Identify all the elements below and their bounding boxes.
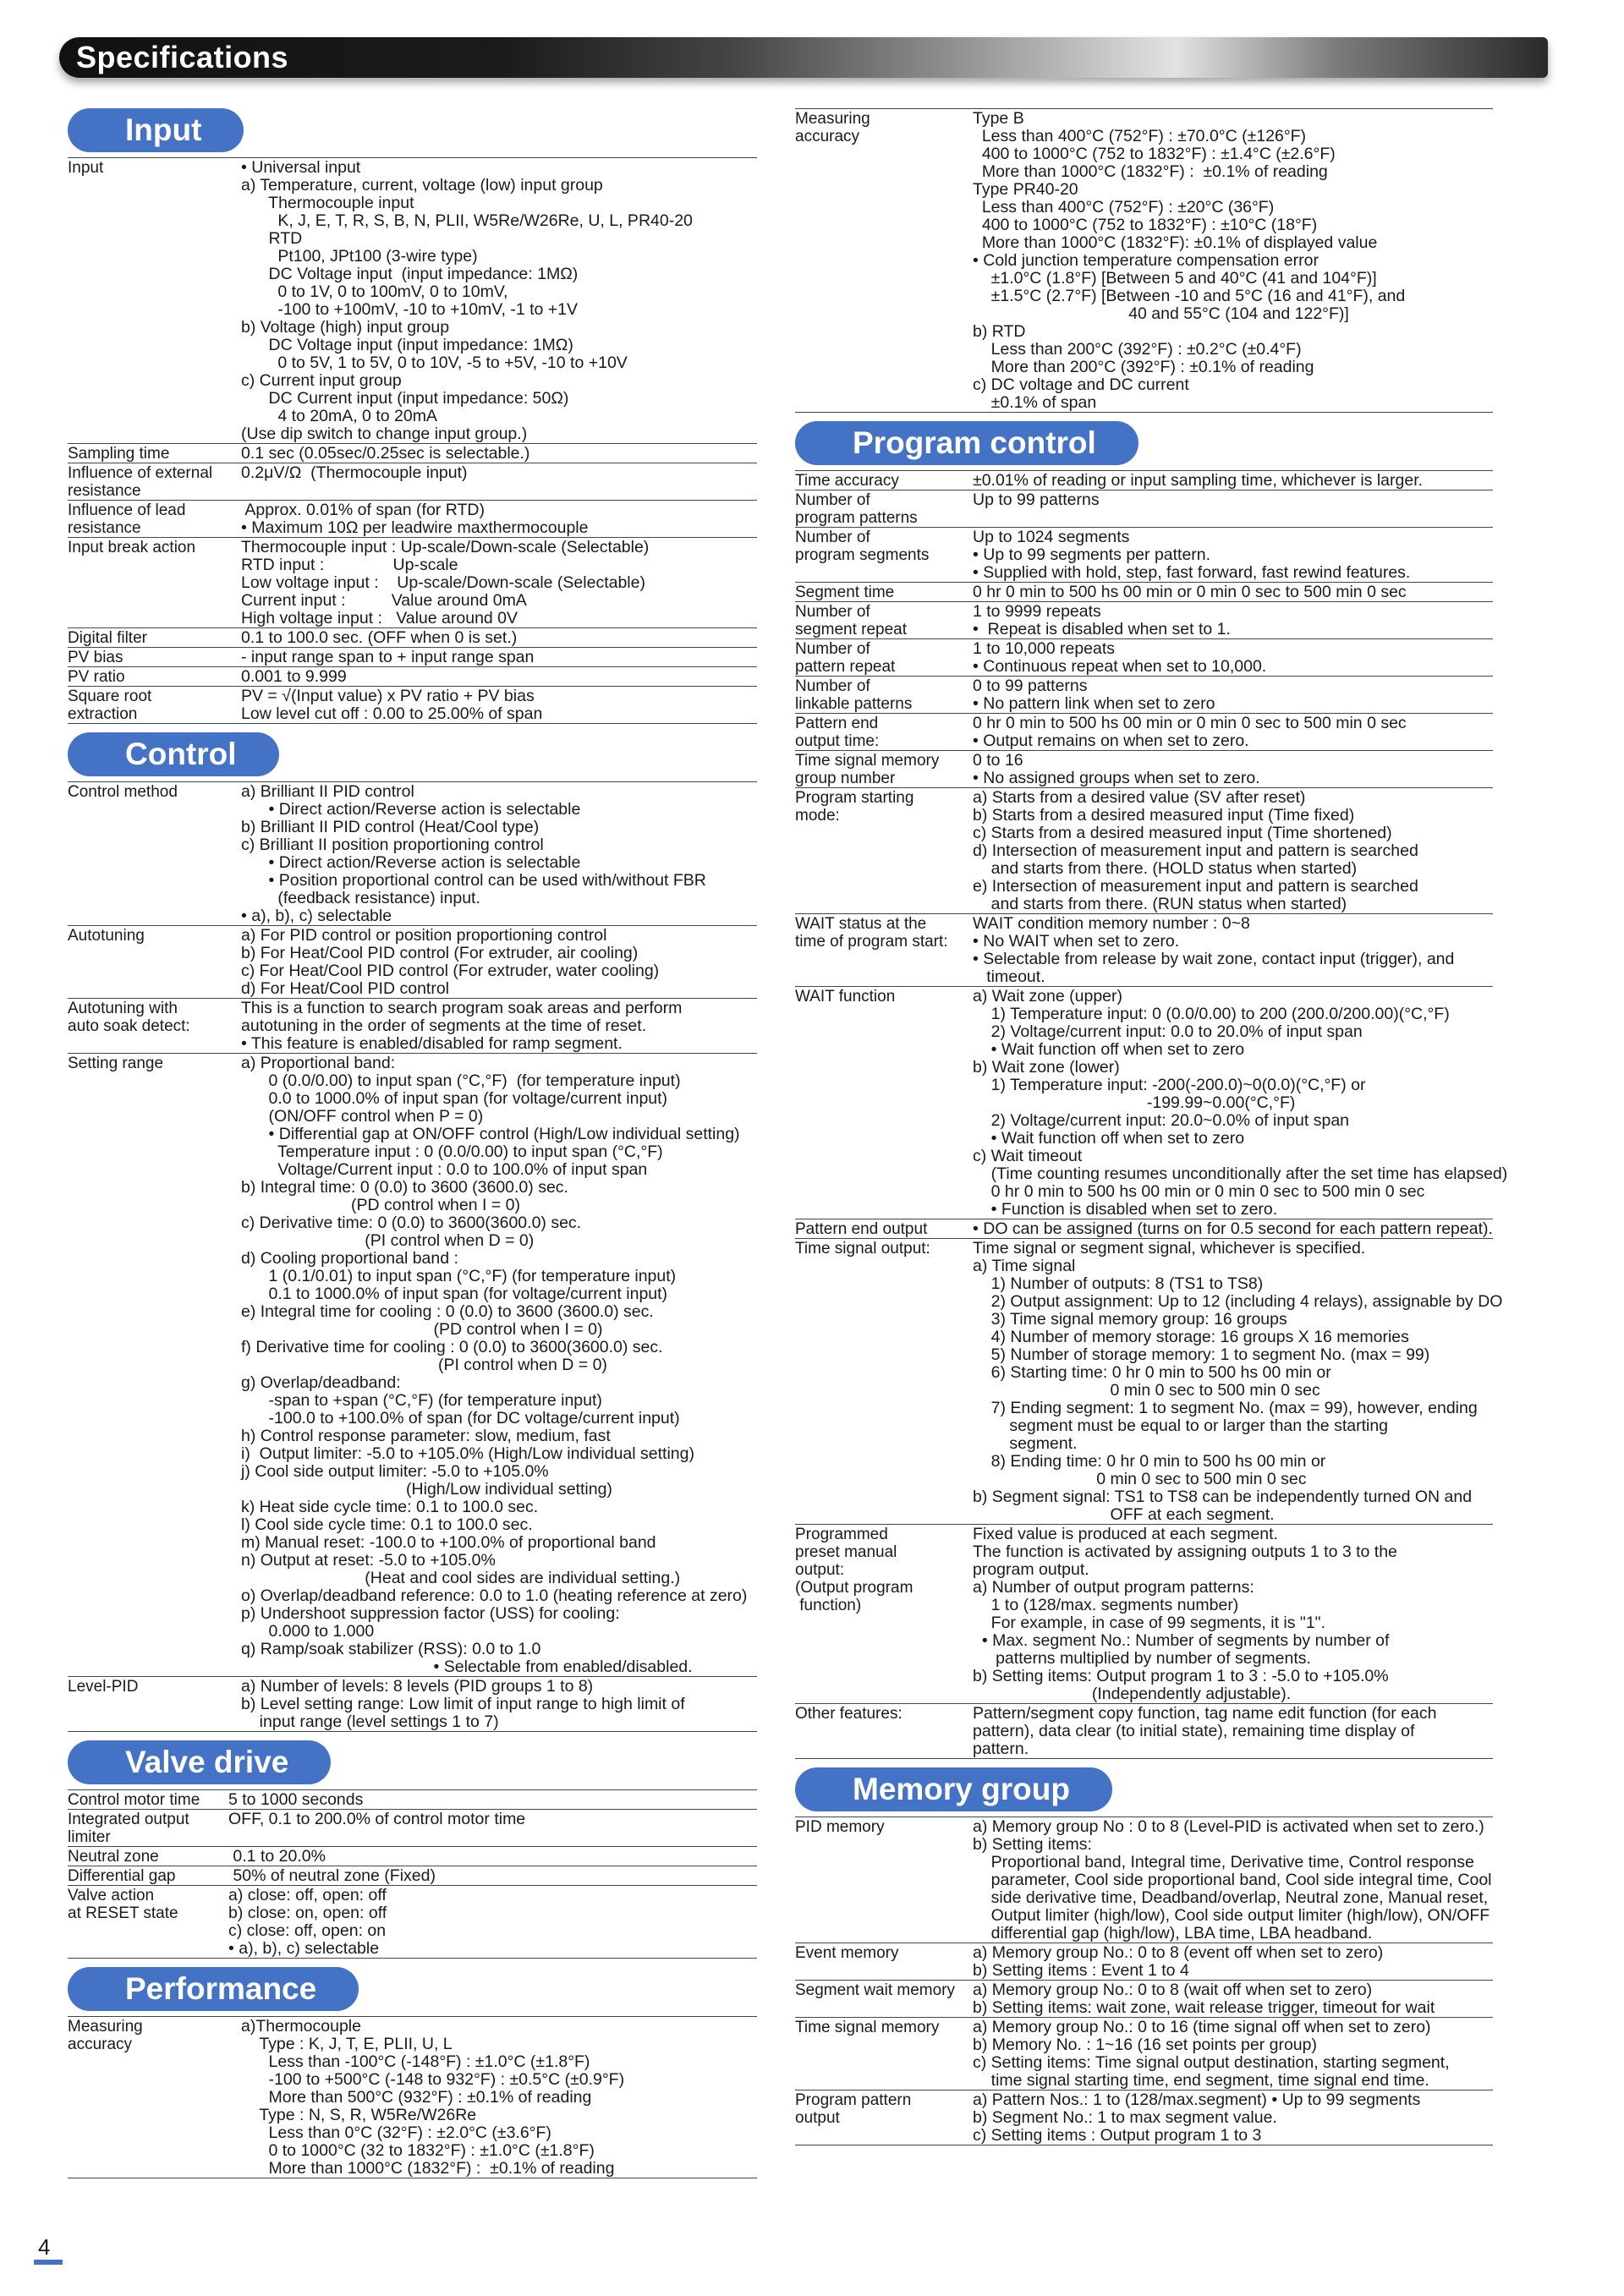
spec-table (68, 157, 757, 724)
spec-value: a) Proportional band: 0 (0.0/0.00) to input span (°C,°F) (for temperature input) 0.0 to 1000.0% of input span (for voltage/current input) (ON/OFF control when P = 0) • Differential gap at ON/OFF control (High/Low individual setting) Temperature input : 0 (0.0/0.00) to input span (°C,°F) Voltage/Current input : 0.0 to 100.0% of input span b) Integral time: 0 (0.0) to 3600 (3600.0) sec. (PD control when I = 0) c) Derivative time: 0 (0.0) to 3600(3600.0) sec. (PI control when D = 0) d) Cooling proportional band : 1 (0.1/0.01) to input span (°C,°F) (for temperature input) 0.1 to 1000.0% of input span (for voltage/current input) e) Integral time for cooling : 0 (0.0) to 3600 (3600.0) sec. (PD control when I = 0) f) Derivative time for cooling : 0 (0.0) to 3600(3600.0) sec. (PI control when D = 0) g) Overlap/deadband: -span to +span (°C,°F) (for temperature input) -100.0 to +100.0% of span (for DC voltage/current input) h) Control response parameter: slow, medium, fast i) Output limiter: -5.0 to +105.0% (High/Low individual setting) j) Cool side output limiter: -5.0 to +105.0% (High/Low individual setting) k) Heat side cycle time: 0.1 to 100.0 sec. l) Cool side cycle time: 0.1 to 100.0 sec. m) Manual reset: -100.0 to +100.0% of proportional band n) Output at reset: -5.0 to +105.0% (Heat and cool sides are individual setting.) o) Overlap/deadband reference: 0.0 to 1.0 (heating reference at zero) p) Undershoot suppression factor (USS) for cooling: 0.000 to 1.000 q) Ramp/soak stabilizer (RSS): 0.0 to 1.0 • Selectable from enabled/disabled. (241, 1054, 748, 1676)
spec-value: Thermocouple input : Up-scale/Down-scale (Selectable) RTD input : Up-scale Low voltage input : Up-scale/Down-scale (Selectable) Current input : Value around 0mA High voltage input : Value around 0V (241, 538, 650, 627)
spec-row (68, 537, 757, 627)
spec-table (795, 108, 1493, 413)
spec-label: Event memory (795, 1944, 899, 1962)
spec-label: Input break action (68, 539, 196, 556)
spec-row (795, 582, 1493, 601)
spec-table (795, 470, 1508, 1759)
spec-label: Number of program patterns (795, 491, 918, 527)
spec-row (68, 463, 757, 500)
banner-title: Specifications (76, 40, 289, 74)
spec-value: WAIT condition memory number : 0~8 • No WAIT when set to zero. • Selectable from release by wait zone, contact input (trigger), and timeout. (973, 914, 1455, 986)
spec-label: PV ratio (68, 668, 125, 686)
section-memory-group (795, 1767, 1493, 2145)
spec-table (795, 1817, 1493, 2145)
spec-label: WAIT status at the time of program start: (795, 915, 948, 951)
spec-row (68, 666, 757, 686)
spec-value: a) Wait zone (upper) 1) Temperature input: 0 (0.0/0.00) to 200 (200.0/200.00)(°C,°F) 2) Voltage/current input: 0.0 to 20.0% of input span • Wait function off when set to zero b) Wait zone (lower) 1) Temperature input: -200(-200.0)~0(0.0)(°C,°F) or -199.99~0.00(°C,°F) 2) Voltage/current input: 20.0~0.0% of input span • Wait function off when set to zero c) Wait timeout (Time counting resumes unconditionally after the set time has elapsed) 0 hr 0 min to 500 hs 00 min or 0 min 0 sec to 500 min 0 sec • Function is disabled when set to zero. (973, 987, 1508, 1219)
spec-value: 0 to 16 • No assigned groups when set to zero. (973, 751, 1260, 787)
spec-row (795, 1980, 1493, 2017)
spec-label: Programmed preset manual output: (Output program function) (795, 1526, 914, 1614)
spec-label: Valve action at RESET state (68, 1887, 178, 1922)
spec-value: Fixed value is produced at each segment. The function is activated by assigning outputs 1 to 3 to the program output. a) Number of output program patterns: 1 to (128/max. segments number) For example, in case of 99 segments, it is "1". • Max. segment No.: Number of segments by number of patterns multiplied by number of segments. b) Setting items: Output program 1 to 3 : -5.0 to +105.0% (Independently adjustable). (973, 1525, 1397, 1703)
spec-label: Time signal memory group number (795, 752, 940, 787)
spec-value: 1 to 10,000 repeats • Continuous repeat when set to 10,000. (973, 639, 1267, 676)
section-title: Valve drive (68, 1740, 331, 1784)
spec-label: Time signal output: (795, 1240, 930, 1258)
spec-value: Up to 1024 segments • Up to 99 segments per pattern. • Supplied with hold, step, fast forward, fast rewind features. (973, 528, 1411, 582)
spec-label: Neutral zone (68, 1848, 159, 1866)
spec-row (795, 750, 1493, 787)
spec-row (795, 638, 1493, 676)
spec-label: Influence of external resistance (68, 464, 213, 500)
spec-label: Control method (68, 783, 178, 801)
spec-row (795, 601, 1493, 638)
spec-value: a) Pattern Nos.: 1 to (128/max.segment) • Up to 99 segments b) Segment No.: 1 to max segment value. c) Setting items : Output program 1 to 3 (973, 2091, 1421, 2145)
spec-row (68, 627, 757, 647)
spec-row (68, 500, 757, 537)
spec-row (795, 1524, 1493, 1703)
section-title: Performance (68, 1967, 359, 2011)
spec-row (68, 925, 757, 998)
spec-label: Measuring accuracy (68, 2018, 143, 2053)
spec-value: 50% of neutral zone (Fixed) (228, 1866, 436, 1885)
page-number-mark (34, 2260, 63, 2265)
spec-row (795, 2017, 1493, 2090)
spec-label: Autotuning (68, 927, 145, 945)
spec-label: Time accuracy (795, 472, 899, 490)
spec-value: PV = √(Input value) x PV ratio + PV bias Low level cut off : 0.00 to 25.00% of span (241, 687, 543, 723)
section-input (68, 108, 757, 724)
spec-label: Measuring accuracy (795, 110, 870, 145)
spec-label: Control motor time (68, 1791, 200, 1809)
spec-row (68, 2016, 757, 2178)
spec-value: a) Memory group No.: 0 to 8 (wait off when set to zero) b) Setting items: wait zone, wait release trigger, timeout for wait (973, 1981, 1435, 2017)
spec-table (68, 781, 757, 1732)
spec-label: Integrated output limiter (68, 1811, 189, 1846)
page-number: 4 (38, 2234, 51, 2260)
spec-label: Segment wait memory (795, 1981, 956, 1999)
spec-label: Number of segment repeat (795, 603, 908, 638)
spec-row (68, 157, 757, 443)
spec-row (68, 443, 757, 463)
spec-row (68, 647, 757, 666)
spec-value: 0 to 99 patterns • No pattern link when set to zero (973, 677, 1215, 713)
spec-label: Influence of lead resistance (68, 501, 186, 537)
spec-row (795, 1817, 1493, 1943)
spec-value: - input range span to + input range span (241, 648, 535, 666)
spec-value: Up to 99 patterns (973, 490, 1100, 509)
spec-label: WAIT function (795, 988, 896, 1006)
spec-label: Segment time (795, 584, 895, 601)
section-control (68, 732, 757, 1732)
spec-row (795, 1238, 1503, 1524)
spec-row (795, 108, 1493, 413)
spec-value: a) Memory group No.: 0 to 16 (time signal off when set to zero) b) Memory No. : 1~16 (16 set points per group) c) Setting items: Time signal output destination, starting segment, time signal starting time, end segment, time signal end time. (973, 2018, 1450, 2090)
spec-value: a) Memory group No.: 0 to 8 (event off when set to zero) b) Setting items : Event 1 to 4 (973, 1943, 1384, 1980)
spec-label: Autotuning with auto soak detect: (68, 1000, 190, 1035)
spec-row (795, 787, 1493, 913)
spec-label: Sampling time (68, 445, 170, 463)
spec-label: Number of pattern repeat (795, 640, 896, 676)
spec-label: Level-PID (68, 1678, 139, 1696)
spec-value: a) close: off, open: off b) close: on, open: off c) close: off, open: on • a), b), c) selectable (228, 1886, 387, 1958)
spec-value: a) For PID control or position proportioning control b) For Heat/Cool PID control (For extruder, air cooling) c) For Heat/Cool PID control (For extruder, water cooling) d) For Heat/Cool PID control (241, 926, 660, 998)
left-column (68, 108, 757, 2187)
right-column (795, 108, 1508, 2154)
spec-label: PID memory (795, 1818, 885, 1836)
spec-value: 0.1 to 20.0% (228, 1847, 326, 1866)
spec-value: This is a function to search program soak areas and perform autotuning in the order of segments at the time of reset. • This feature is enabled/disabled for ramp segment. (241, 999, 683, 1053)
spec-row (795, 527, 1493, 582)
spec-row (795, 470, 1493, 490)
section-title: Program control (795, 421, 1138, 465)
spec-label: Time signal memory (795, 2019, 940, 2036)
spec-value: 0 hr 0 min to 500 hs 00 min or 0 min 0 sec to 500 min 0 sec • Output remains on when set to zero. (973, 714, 1407, 750)
specifications-banner (59, 37, 1548, 78)
spec-value: Type B Less than 400°C (752°F) : ±70.0°C (±126°F) 400 to 1000°C (752 to 1832°F) : ±1.4°C (±2.6°F) More than 1000°C (1832°F) : ±0.1% of reading Type PR40-20 Less than 400°C (752°F) : ±20°C (36°F) 400 to 1000°C (752 to 1832°F) : ±10°C (18°F) More than 1000°C (1832°F): ±0.1% of displayed value • Cold junction temperature compensation error ±1.0°C (1.8°F) [Between 5 and 40°C (41 and 104°F)] ±1.5°C (2.7°F) [Between -10 and 5°C (16 and 41°F), and 40 and 55°C (104 and 122°F)] b) RTD Less than 200°C (392°F) : ±0.2°C (±0.4°F) More than 200°C (392°F) : ±0.1% of reading c) DC voltage and DC current ±0.1% of span (973, 109, 1406, 412)
spec-value: a)Thermocouple Type : K, J, T, E, PLII, U, L Less than -100°C (-148°F) : ±1.0°C (±1.8°F) -100 to +500°C (-148 to 932°F) : ±0.5°C (±0.9°F) More than 500°C (932°F) : ±0.1% of reading Type : N, S, R, W5Re/W26Re Less than 0°C (32°F) : ±2.0°C (±3.6°F) 0 to 1000°C (32 to 1832°F) : ±1.0°C (±1.8°F) More than 1000°C (1832°F) : ±0.1% of reading (241, 2017, 625, 2178)
spec-label: Square root extraction (68, 688, 152, 723)
spec-value: a) Starts from a desired value (SV after reset) b) Starts from a desired measured input (Time fixed) c) Starts from a desired measured input (Time shortened) d) Intersection of measurement input and pattern is searched and starts from there. (HOLD status when started) e) Intersection of measurement input and pattern is searched and starts from there. (RUN status when started) (973, 788, 1418, 913)
section-program-control (795, 421, 1508, 1759)
spec-row (68, 1676, 757, 1732)
section-valve-drive (68, 1740, 757, 1959)
spec-row (68, 686, 757, 724)
spec-value: 0 hr 0 min to 500 hs 00 min or 0 min 0 sec to 500 min 0 sec (973, 583, 1407, 601)
spec-label: Number of linkable patterns (795, 677, 913, 713)
spec-label: Digital filter (68, 629, 147, 647)
spec-row (795, 713, 1493, 750)
spec-value: a) Brilliant II PID control • Direct action/Reverse action is selectable b) Brilliant II PID control (Heat/Cool type) c) Brilliant II position proportioning control • Direct action/Reverse action is selectable • Position proportional control can be used with/without FBR (feedback resistance) input. • a), b), c) selectable (241, 782, 706, 925)
spec-label: Program pattern output (795, 2091, 912, 2127)
spec-row (795, 1219, 1493, 1238)
spec-row (68, 781, 757, 925)
spec-row (68, 1885, 757, 1959)
section-title: Memory group (795, 1767, 1112, 1811)
spec-value: 5 to 1000 seconds (228, 1790, 364, 1809)
spec-row (68, 1053, 757, 1676)
spec-label: Other features: (795, 1705, 903, 1723)
spec-label: Number of program segments (795, 529, 930, 564)
section-title: Input (68, 108, 244, 152)
spec-row (795, 1703, 1493, 1759)
spec-label: PV bias (68, 649, 123, 666)
spec-row (795, 913, 1493, 986)
spec-value: Pattern/segment copy function, tag name edit function (for each pattern), data clear (to initial state), remaining time display of pattern. (973, 1704, 1437, 1758)
spec-row (68, 1809, 757, 1846)
spec-value: • Universal input a) Temperature, current, voltage (low) input group Thermocouple input K, J, E, T, R, S, B, N, PLII, W5Re/W26Re, U, L, PR40-20 RTD Pt100, JPt100 (3-wire type) DC Voltage input (input impedance: 1MΩ) 0 to 1V, 0 to 100mV, 0 to 10mV, -100 to +100mV, -10 to +10mV, -1 to +1V b) Voltage (high) input group DC Voltage input (input impedance: 1MΩ) 0 to 5V, 1 to 5V, 0 to 10V, -5 to +5V, -10 to +10V c) Current input group DC Current input (input impedance: 50Ω) 4 to 20mA, 0 to 20mA (Use dip switch to change input group.) (241, 158, 693, 443)
spec-value: ±0.01% of reading or input sampling time, whichever is larger. (973, 471, 1424, 490)
spec-label: Program starting mode: (795, 789, 914, 825)
spec-value: a) Number of levels: 8 levels (PID groups 1 to 8) b) Level setting range: Low limit of input range to high limit of input range (level settings 1 to 7) (241, 1677, 685, 1731)
spec-row (795, 2090, 1493, 2145)
spec-value: 0.1 sec (0.05sec/0.25sec is selectable.) (241, 444, 530, 463)
spec-value: 0.001 to 9.999 (241, 667, 347, 686)
spec-row (68, 998, 757, 1053)
section-performance (68, 1967, 757, 2178)
spec-table (68, 1789, 757, 1959)
spec-row (795, 986, 1508, 1219)
spec-row (68, 1846, 757, 1866)
spec-value: Approx. 0.01% of span (for RTD) • Maximum 10Ω per leadwire maxthermocouple (241, 501, 589, 537)
spec-value: 0.1 to 100.0 sec. (OFF when 0 is set.) (241, 628, 518, 647)
spec-table (68, 2016, 757, 2178)
spec-label: Setting range (68, 1055, 164, 1072)
spec-row (68, 1866, 757, 1885)
spec-label: Pattern end output time: (795, 715, 880, 750)
spec-value: • DO can be assigned (turns on for 0.5 second for each pattern repeat). (973, 1219, 1493, 1238)
section-title: Control (68, 732, 279, 776)
spec-value: 1 to 9999 repeats • Repeat is disabled when set to 1. (973, 602, 1231, 638)
spec-label: Differential gap (68, 1867, 176, 1885)
spec-label: Pattern end output (795, 1220, 928, 1238)
spec-row (795, 490, 1493, 527)
spec-value: Time signal or segment signal, whichever is specified. a) Time signal 1) Number of outputs: 8 (TS1 to TS8) 2) Output assignment: Up to 12 (including 4 relays), assignable by DO 3) Time signal memory group: 16 groups 4) Number of memory storage: 16 groups X 16 memories 5) Number of storage memory: 1 to segment No. (max = 99) 6) Starting time: 0 hr 0 min to 500 hs 00 min or 0 min 0 sec to 500 min 0 sec 7) Ending segment: 1 to segment No. (max = 99), however, ending segment must be equal to or larger than the starting segment. 8) Ending time: 0 hr 0 min to 500 hs 00 min or 0 min 0 sec to 500 min 0 sec b) Segment signal: TS1 to TS8 can be independently turned ON and OFF at each segment. (973, 1239, 1503, 1524)
spec-row (795, 676, 1493, 713)
section-continued (795, 108, 1493, 413)
spec-row (68, 1789, 757, 1809)
spec-label: Input (68, 159, 104, 177)
spec-value: OFF, 0.1 to 200.0% of control motor time (228, 1810, 526, 1828)
spec-row (795, 1943, 1493, 1980)
spec-value: 0.2μV/Ω (Thermocouple input) (241, 463, 468, 482)
spec-value: a) Memory group No : 0 to 8 (Level-PID is activated when set to zero.) b) Setting items: Proportional band, Integral time, Derivative time, Control response parameter, Cool side proportional band, Cool side integral time, Cool side derivative time, Deadband/overlap, Neutral zone, Manual reset, Output limiter (high/low), Cool side output limiter (high/low), ON/OFF differential gap (high/low), LBA time, LBA headband. (973, 1817, 1492, 1943)
